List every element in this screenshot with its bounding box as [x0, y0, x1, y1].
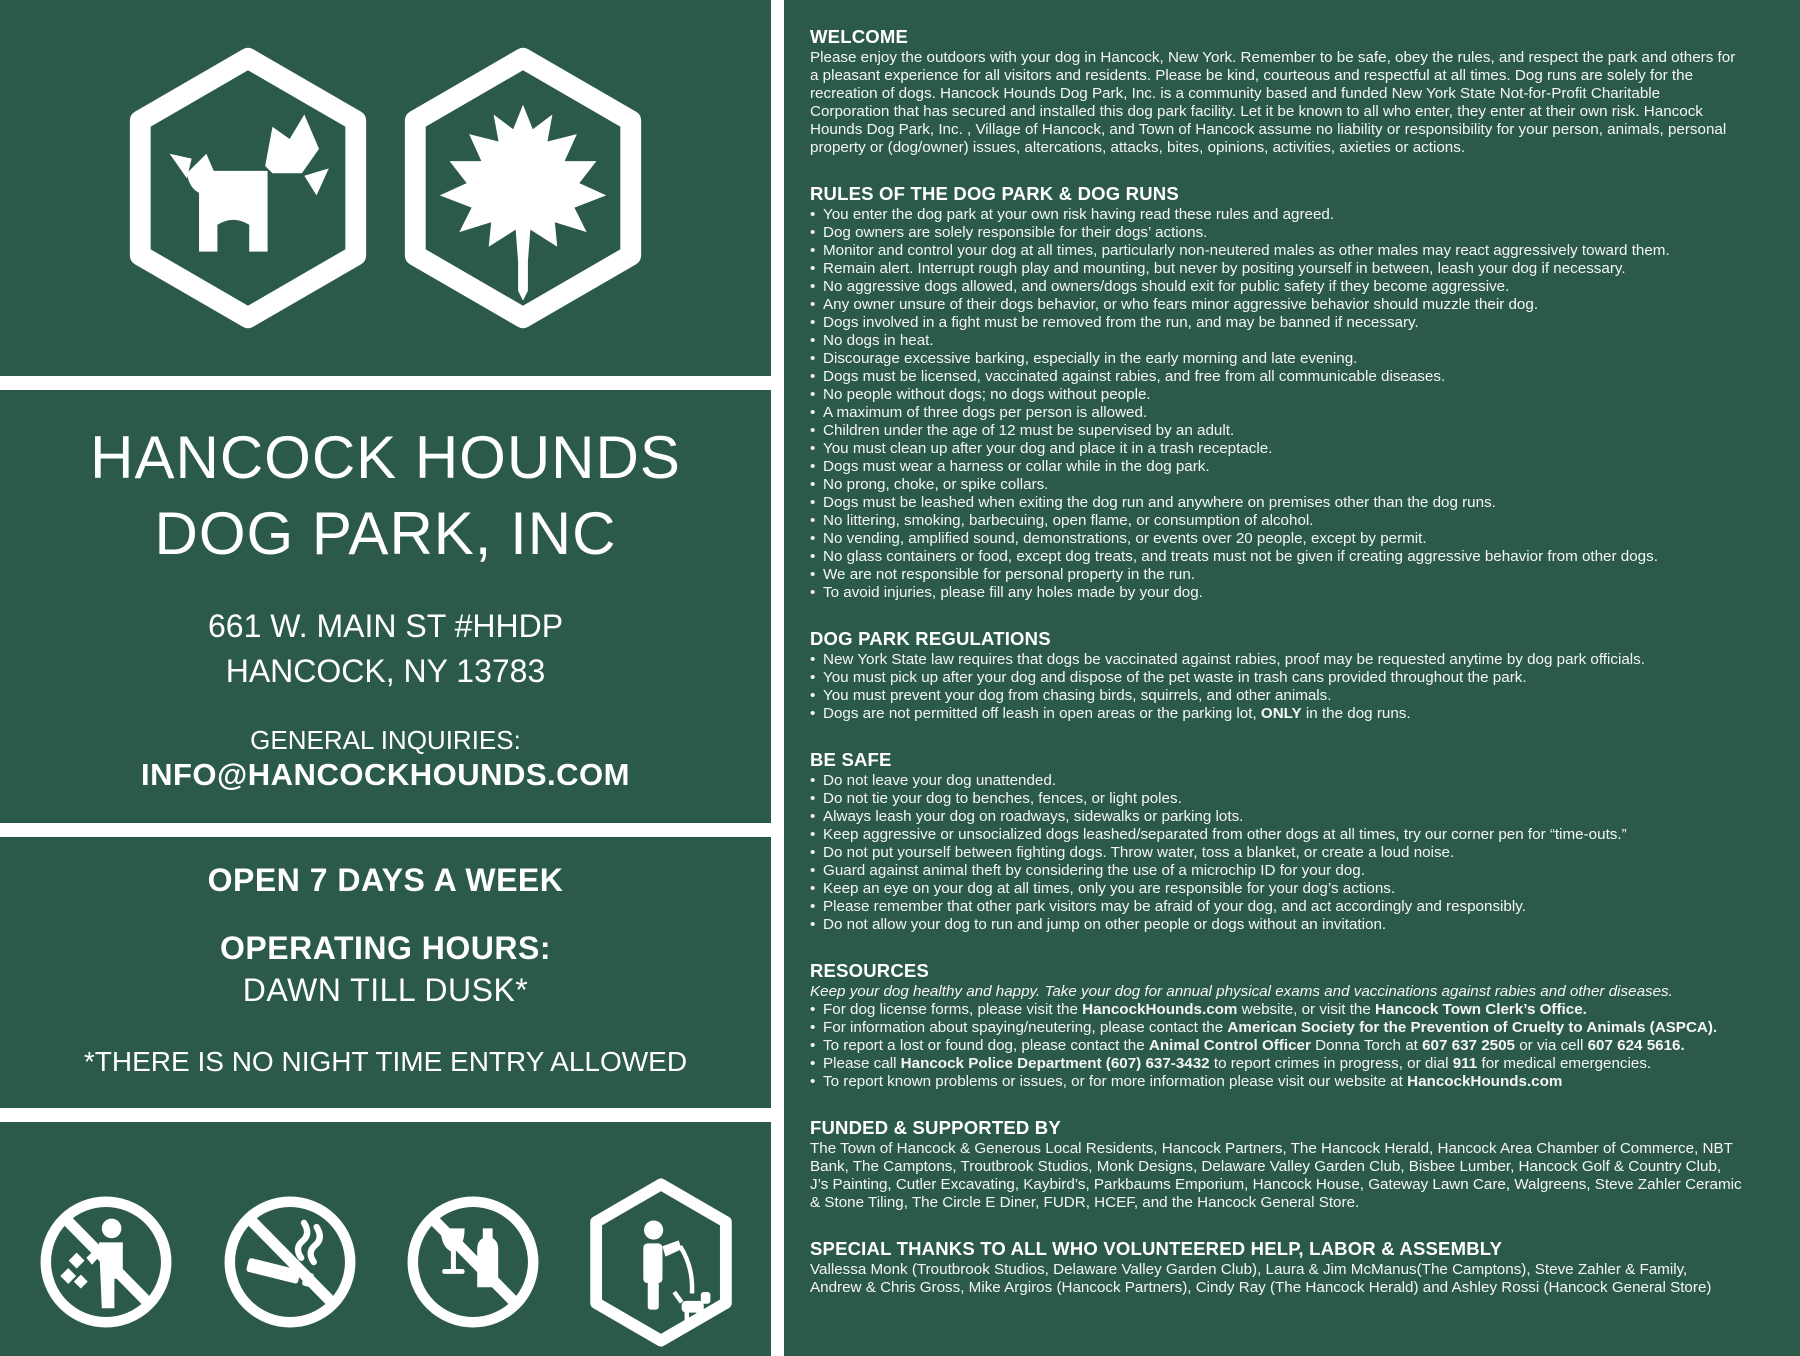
bullet-dot: •	[810, 260, 816, 277]
bullet-text: Remain alert. Interrupt rough play and mounting, but never by positing yourself in between, leash your dog if necessary.	[823, 260, 1626, 277]
bullet-text: To report known problems or issues, or for more information please visit our website at HancockHounds.com	[823, 1073, 1563, 1090]
section-rules	[810, 183, 1742, 602]
special-thanks-heading: SPECIAL THANKS TO ALL WHO VOLUNTEERED HELP, LABOR & ASSEMBLY	[810, 1238, 1503, 1259]
bullet-item	[810, 651, 1742, 669]
bullet-text: To report a lost or found dog, please contact the Animal Control Officer Donna Torch at 607 637 2505 or via cell 607 624 5616.	[823, 1037, 1685, 1054]
bullet-text: No dogs in heat.	[823, 332, 934, 349]
funded-heading: FUNDED & SUPPORTED BY	[810, 1117, 1061, 1138]
bullet-item	[810, 440, 1742, 458]
bullet-item	[810, 880, 1742, 898]
bullet-text: Do not leave your dog unattended.	[823, 772, 1057, 789]
hours-panel	[0, 837, 771, 1108]
bullet-item	[810, 314, 1742, 332]
bullet-text: Do not put yourself between fighting dogs. Throw water, toss a blanket, or create a loud noise.	[823, 844, 1455, 861]
bullet-item	[810, 898, 1742, 916]
pictograms-panel	[0, 1122, 771, 1356]
bullet-item	[810, 808, 1742, 826]
bullet-dot: •	[810, 844, 816, 861]
identity-panel	[0, 390, 771, 823]
bullet-text: Do not allow your dog to run and jump on other people or dogs without an invitation.	[823, 916, 1387, 933]
bullet-item	[810, 826, 1742, 844]
bullet-dot: •	[810, 530, 816, 547]
be-safe-list	[810, 772, 1742, 934]
rules-heading: RULES OF THE DOG PARK & DOG RUNS	[810, 183, 1179, 204]
regulations-list	[810, 651, 1742, 723]
org-title	[0, 420, 771, 572]
bullet-dot: •	[810, 898, 816, 915]
bullet-dot: •	[810, 206, 816, 223]
bullet-text: We are not responsible for personal property in the run.	[823, 566, 1196, 583]
dog-in-hexagon-icon	[125, 46, 371, 330]
bullet-text: Any owner unsure of their dogs behavior, or who fears minor aggressive behavior should muzzle their dog.	[823, 296, 1539, 313]
bullet-item	[810, 1001, 1742, 1019]
bullet-dot: •	[810, 880, 816, 897]
resources-list	[810, 1001, 1742, 1091]
bullet-item	[810, 1073, 1742, 1091]
bullet-dot: •	[810, 1073, 816, 1090]
bullet-dot: •	[810, 669, 816, 686]
bullet-item	[810, 916, 1742, 934]
no-littering-icon	[36, 1192, 176, 1332]
operating-hours-value: DAWN TILL DUSK*	[242, 972, 529, 1008]
bullet-item	[810, 548, 1742, 566]
maple-leaf-in-hexagon-icon	[400, 46, 646, 330]
bullet-item	[810, 224, 1742, 242]
bullet-text: You must clean up after your dog and place it in a trash receptacle.	[823, 440, 1273, 457]
bullet-dot: •	[810, 458, 816, 475]
bullet-dot: •	[810, 242, 816, 259]
bullet-item	[810, 260, 1742, 278]
bullet-text: Dogs are not permitted off leash in open areas or the parking lot, ONLY in the dog runs.	[823, 705, 1411, 722]
bullet-item	[810, 705, 1742, 723]
bullet-text: Keep aggressive or unsocialized dogs leashed/separated from other dogs at all times, try our corner pen for “time-outs.”	[823, 826, 1627, 843]
bullet-dot: •	[810, 476, 816, 493]
bullet-item	[810, 862, 1742, 880]
bullet-dot: •	[810, 790, 816, 807]
no-alcohol-icon	[403, 1192, 543, 1332]
bullet-item	[810, 1019, 1742, 1037]
bullet-text: Dog owners are solely responsible for their dogs’ actions.	[823, 224, 1208, 241]
regulations-heading: DOG PARK REGULATIONS	[810, 628, 1051, 649]
bullet-item	[810, 584, 1742, 602]
section-funded	[810, 1117, 1742, 1212]
bullet-item	[810, 350, 1742, 368]
resources-heading: RESOURCES	[810, 960, 929, 981]
bullet-dot: •	[810, 772, 816, 789]
badges-panel	[0, 0, 771, 376]
bullet-dot: •	[810, 314, 816, 331]
bullet-text: For dog license forms, please visit the HancockHounds.com website, or visit the Hancock Town Clerk’s Office.	[823, 1001, 1587, 1018]
bullet-dot: •	[810, 584, 816, 601]
org-address	[0, 604, 771, 694]
bullet-dot: •	[810, 916, 816, 933]
bullet-text: Keep an eye on your dog at all times, only you are responsible for your dog’s actions.	[823, 880, 1396, 897]
no-smoking-icon	[220, 1192, 360, 1332]
section-be-safe	[810, 749, 1742, 934]
inquiries-label: GENERAL INQUIRIES:	[250, 725, 521, 755]
bullet-text: You must prevent your dog from chasing birds, squirrels, and other animals.	[823, 687, 1332, 704]
resources-intro: Keep your dog healthy and happy. Take your dog for annual physical exams and vaccinations against rabies and other diseases.	[810, 983, 1673, 1000]
bullet-dot: •	[810, 705, 816, 722]
rules-text-panel	[784, 0, 1800, 1356]
bullet-dot: •	[810, 1019, 816, 1036]
rules-list	[810, 206, 1742, 602]
org-title-line1: HANCOCK HOUNDS	[90, 424, 681, 491]
funded-paragraph: The Town of Hancock & Generous Local Residents, Hancock Partners, The Hancock Herald, Hancock Area Chamber of Commerce, NBT Bank, The Camptons, Troutbrook Studios, Monk Designs, Delaware Valley Garden Club, Bisbee Lumber, Hancock Golf & Country Club, J’s Painting, Cutler Excavating, Kaybird’s, Parkbaums Emporium, Hancock House, Gateway Lawn Care, Walgreens, Steve Zahler Ceramic & Stone Tiling, The Circle E Diner, FUDR, HCEF, and the Hancock General Store.	[810, 1140, 1742, 1211]
bullet-dot: •	[810, 1001, 816, 1018]
bullet-text: No glass containers or food, except dog treats, and treats must not be given if creating aggressive behavior from other dogs.	[823, 548, 1658, 565]
address-line2: HANCOCK, NY 13783	[225, 653, 546, 689]
bullet-dot: •	[810, 1037, 816, 1054]
bullet-dot: •	[810, 224, 816, 241]
welcome-heading: WELCOME	[810, 26, 909, 47]
bullet-text: No aggressive dogs allowed, and owners/dogs should exit for public safety if they become aggressive.	[823, 278, 1510, 295]
bullet-item	[810, 296, 1742, 314]
bullet-item	[810, 1055, 1742, 1073]
bullet-text: For information about spaying/neutering, please contact the American Society for the Prevention of Cruelty to Animals (ASPCA).	[823, 1019, 1718, 1036]
bullet-dot: •	[810, 512, 816, 529]
bullet-text: Always leash your dog on roadways, sidewalks or parking lots.	[823, 808, 1244, 825]
bullet-item	[810, 476, 1742, 494]
bullet-dot: •	[810, 808, 816, 825]
bullet-text: No people without dogs; no dogs without people.	[823, 386, 1151, 403]
bullet-text: Dogs must wear a harness or collar while in the dog park.	[823, 458, 1210, 475]
night-entry-note: *THERE IS NO NIGHT TIME ENTRY ALLOWED	[83, 1046, 688, 1077]
bullet-dot: •	[810, 651, 816, 668]
section-welcome	[810, 26, 1742, 157]
bullet-text: No vending, amplified sound, demonstrations, or events over 20 people, except by permit.	[823, 530, 1427, 547]
bullet-text: Guard against animal theft by considering the use of a microchip ID for your dog.	[823, 862, 1365, 879]
org-title-line2: DOG PARK, INC	[154, 500, 617, 567]
bullet-dot: •	[810, 350, 816, 367]
bullet-text: New York State law requires that dogs be vaccinated against rabies, proof may be requested anytime by dog park officials.	[823, 651, 1645, 668]
bullet-text: To avoid injuries, please fill any holes made by your dog.	[823, 584, 1203, 601]
bullet-item	[810, 368, 1742, 386]
inquiries-email: INFO@HANCOCKHOUNDS.COM	[141, 757, 630, 792]
bullet-item	[810, 687, 1742, 705]
bullet-dot: •	[810, 494, 816, 511]
bullet-item	[810, 278, 1742, 296]
bullet-text: You must pick up after your dog and dispose of the pet waste in trash cans provided throughout the park.	[823, 669, 1527, 686]
bullet-item	[810, 332, 1742, 350]
bullet-text: Do not tie your dog to benches, fences, or light poles.	[823, 790, 1182, 807]
section-regulations	[810, 628, 1742, 723]
bullet-text: A maximum of three dogs per person is allowed.	[823, 404, 1148, 421]
section-special-thanks	[810, 1238, 1742, 1297]
bullet-dot: •	[810, 566, 816, 583]
bullet-item	[810, 566, 1742, 584]
bullet-item	[810, 458, 1742, 476]
bullet-dot: •	[810, 386, 816, 403]
bullet-text: Please call Hancock Police Department (607) 637-3432 to report crimes in progress, or dial 911 for medical emergencies.	[823, 1055, 1652, 1072]
bullet-text: Dogs involved in a fight must be removed from the run, and may be banned if necessary.	[823, 314, 1419, 331]
bullet-text: Children under the age of 12 must be supervised by an adult.	[823, 422, 1235, 439]
bullet-dot: •	[810, 404, 816, 421]
bullet-item	[810, 206, 1742, 224]
bullet-text: You enter the dog park at your own risk having read these rules and agreed.	[823, 206, 1335, 223]
bullet-text: Monitor and control your dog at all times, particularly non-neutered males as other males may react aggressively toward them.	[823, 242, 1670, 259]
bullet-dot: •	[810, 422, 816, 439]
open-days-line: OPEN 7 DAYS A WEEK	[207, 862, 564, 898]
bullet-item	[810, 1037, 1742, 1055]
bullet-item	[810, 669, 1742, 687]
bullet-dot: •	[810, 368, 816, 385]
bullet-text: Dogs must be licensed, vaccinated against rabies, and free from all communicable diseases.	[823, 368, 1446, 385]
bullet-item	[810, 242, 1742, 260]
bullet-text: No littering, smoking, barbecuing, open flame, or consumption of alcohol.	[823, 512, 1314, 529]
bullet-item	[810, 386, 1742, 404]
bullet-item	[810, 772, 1742, 790]
bullet-dot: •	[810, 826, 816, 843]
section-resources	[810, 960, 1742, 1091]
person-walking-dog-hexagon-icon	[587, 1177, 735, 1348]
bullet-item	[810, 512, 1742, 530]
bullet-dot: •	[810, 278, 816, 295]
bullet-item	[810, 844, 1742, 862]
special-thanks-paragraph: Vallessa Monk (Troutbrook Studios, Delaware Valley Garden Club), Laura & Jim McManus(The Camptons), Steve Zahler & Family, Andrew & Chris Gross, Mike Argiros (Hancock Partners), Cindy Ray (The Hancock Herald) and Ashley Rossi (Hancock General Store)	[810, 1261, 1712, 1296]
bullet-dot: •	[810, 440, 816, 457]
welcome-paragraph: Please enjoy the outdoors with your dog in Hancock, New York. Remember to be safe, obey the rules, and respect the park and others for a pleasant experience for all visitors and residents. Please be kind, courteous and respectful at all times. Dog runs are solely for the recreation of dogs. Hancock Hounds Dog Park, Inc. is a community based and funded New York State Not-for-Profit Charitable Corporation that has secured and installed this dog park facility. Let it be known to all who enter, they enter at their own risk. Hancock Hounds Dog Park, Inc. , Village of Hancock, and Town of Hancock assume no liability or responsibility for your person, animals, personal property or (dog/owner) issues, altercations, attacks, bites, opinions, activities, axieties or actions.	[810, 49, 1736, 156]
bullet-text: Discourage excessive barking, especially in the early morning and late evening.	[823, 350, 1358, 367]
bullet-item	[810, 404, 1742, 422]
address-line1: 661 W. MAIN ST #HHDP	[207, 608, 564, 644]
operating-hours-label: OPERATING HOURS:	[220, 930, 551, 966]
bullet-dot: •	[810, 862, 816, 879]
bullet-dot: •	[810, 548, 816, 565]
bullet-dot: •	[810, 296, 816, 313]
be-safe-heading: BE SAFE	[810, 749, 892, 770]
bullet-item	[810, 494, 1742, 512]
bullet-dot: •	[810, 332, 816, 349]
bullet-item	[810, 790, 1742, 808]
bullet-item	[810, 530, 1742, 548]
bullet-item	[810, 422, 1742, 440]
bullet-text: No prong, choke, or spike collars.	[823, 476, 1049, 493]
bullet-text: Dogs must be leashed when exiting the dog run and anywhere on premises other than the dog runs.	[823, 494, 1496, 511]
bullet-text: Please remember that other park visitors may be afraid of your dog, and act accordingly and responsibly.	[823, 898, 1526, 915]
bullet-dot: •	[810, 687, 816, 704]
bullet-dot: •	[810, 1055, 816, 1072]
